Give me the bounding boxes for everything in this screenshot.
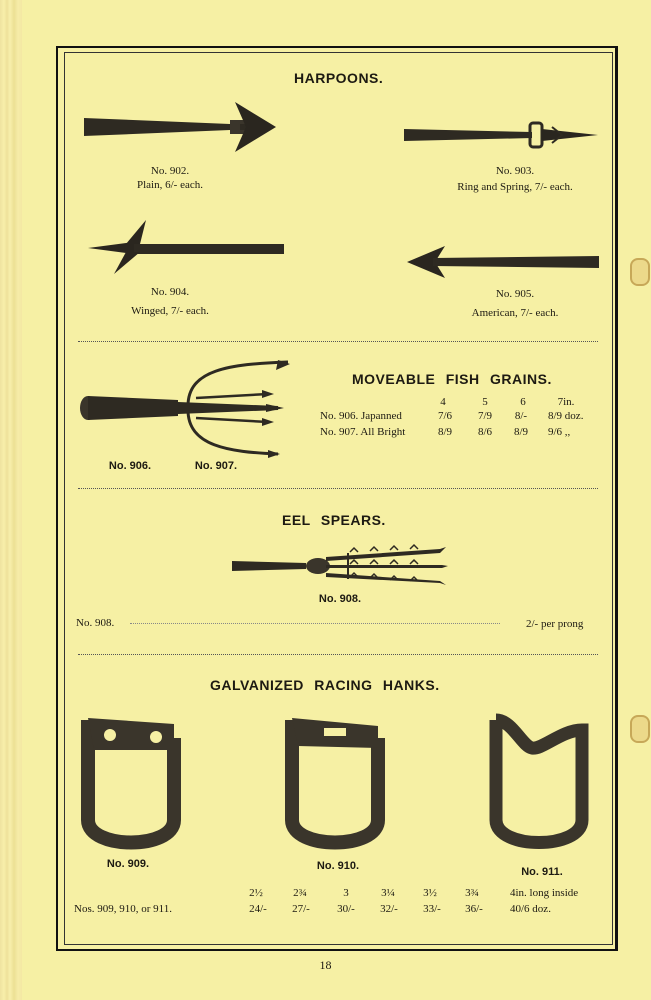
eel-price: 2/- per prong xyxy=(526,618,584,630)
harpoon-903-desc: Ring and Spring, 7/- each. xyxy=(457,181,573,193)
hank-price: 27/- xyxy=(292,903,310,915)
hank-910-illustration xyxy=(278,710,393,855)
hank-911-illustration xyxy=(482,710,597,855)
grain-size: 4 xyxy=(440,396,446,408)
hank-size: 3½ xyxy=(423,887,437,899)
harpoon-905-illustration xyxy=(405,240,605,280)
hank-size: 2¾ xyxy=(293,887,307,899)
binder-clip-icon xyxy=(630,715,650,743)
hank-price: 40/6 doz. xyxy=(510,903,551,915)
hank-size: 3 xyxy=(343,887,349,899)
harpoon-904-desc: Winged, 7/- each. xyxy=(131,305,209,317)
eel-heading: EEL SPEARS. xyxy=(282,512,386,528)
hank-price: 30/- xyxy=(337,903,355,915)
grain-price: 8/9 doz. xyxy=(548,410,584,422)
grain-907-fig-label: No. 907. xyxy=(194,460,238,472)
grain-906-fig-label: No. 906. xyxy=(108,460,152,472)
grains-size-row xyxy=(0,396,651,410)
harpoon-903-number: No. 903. xyxy=(495,165,535,177)
section-divider xyxy=(78,341,598,342)
hank-909-fig-label: No. 909. xyxy=(106,858,150,870)
harpoon-905-number: No. 905. xyxy=(495,288,535,300)
grain-price: 7/9 xyxy=(477,410,493,422)
grain-row-label: No. 907. All Bright xyxy=(320,426,406,438)
grain-size: 5 xyxy=(482,396,488,408)
hanks-size-row xyxy=(0,887,651,901)
hank-price: 36/- xyxy=(465,903,483,915)
hanks-price-row xyxy=(0,903,651,917)
grain-size: 6 xyxy=(520,396,526,408)
grain-price: 8/6 xyxy=(477,426,493,438)
hanks-row-label: Nos. 909, 910, or 911. xyxy=(74,903,172,915)
dot-leader xyxy=(130,623,500,624)
harpoon-902-number: No. 902. xyxy=(150,165,190,177)
hank-size: 2½ xyxy=(249,887,263,899)
grain-price: 9/6 ,, xyxy=(548,426,571,438)
harpoon-903-illustration xyxy=(402,115,602,155)
grain-price: 8/9 xyxy=(513,426,529,438)
page-edge xyxy=(0,0,22,1000)
hank-price: 32/- xyxy=(380,903,398,915)
harpoon-904-number: No. 904. xyxy=(150,286,190,298)
page-number: 18 xyxy=(319,958,332,972)
hanks-heading: GALVANIZED RACING HANKS. xyxy=(210,677,440,693)
eel-spear-illustration xyxy=(230,543,450,591)
harpoons-heading: HARPOONS. xyxy=(294,70,384,86)
grains-row-906 xyxy=(0,410,651,424)
hank-909-illustration xyxy=(74,710,189,855)
grains-heading: MOVEABLE FISH GRAINS. xyxy=(352,371,552,387)
hank-911-fig-label: No. 911. xyxy=(521,866,563,878)
grain-price: 8/- xyxy=(514,410,528,422)
grain-size: 7in. xyxy=(557,396,575,408)
hank-910-fig-label: No. 910. xyxy=(316,860,360,872)
eel-row-label: No. 908. xyxy=(76,617,115,629)
grain-price: 8/9 xyxy=(437,426,453,438)
hank-price: 33/- xyxy=(423,903,441,915)
section-divider xyxy=(78,488,598,489)
binder-clip-icon xyxy=(630,258,650,286)
hank-size: 3¼ xyxy=(381,887,395,899)
grain-row-label: No. 906. Japanned xyxy=(320,410,402,422)
harpoon-905-desc: American, 7/- each. xyxy=(471,307,559,319)
hank-size: 4in. long inside xyxy=(510,887,579,899)
grain-price: 7/6 xyxy=(437,410,453,422)
harpoon-902-illustration xyxy=(80,98,280,158)
section-divider xyxy=(78,654,598,655)
hank-size: 3¾ xyxy=(465,887,479,899)
harpoon-902-desc: Plain, 6/- each. xyxy=(137,179,203,191)
grains-row-907 xyxy=(0,426,651,440)
harpoon-904-illustration xyxy=(84,218,288,278)
hank-price: 24/- xyxy=(249,903,267,915)
eel-fig-label: No. 908. xyxy=(318,593,362,605)
